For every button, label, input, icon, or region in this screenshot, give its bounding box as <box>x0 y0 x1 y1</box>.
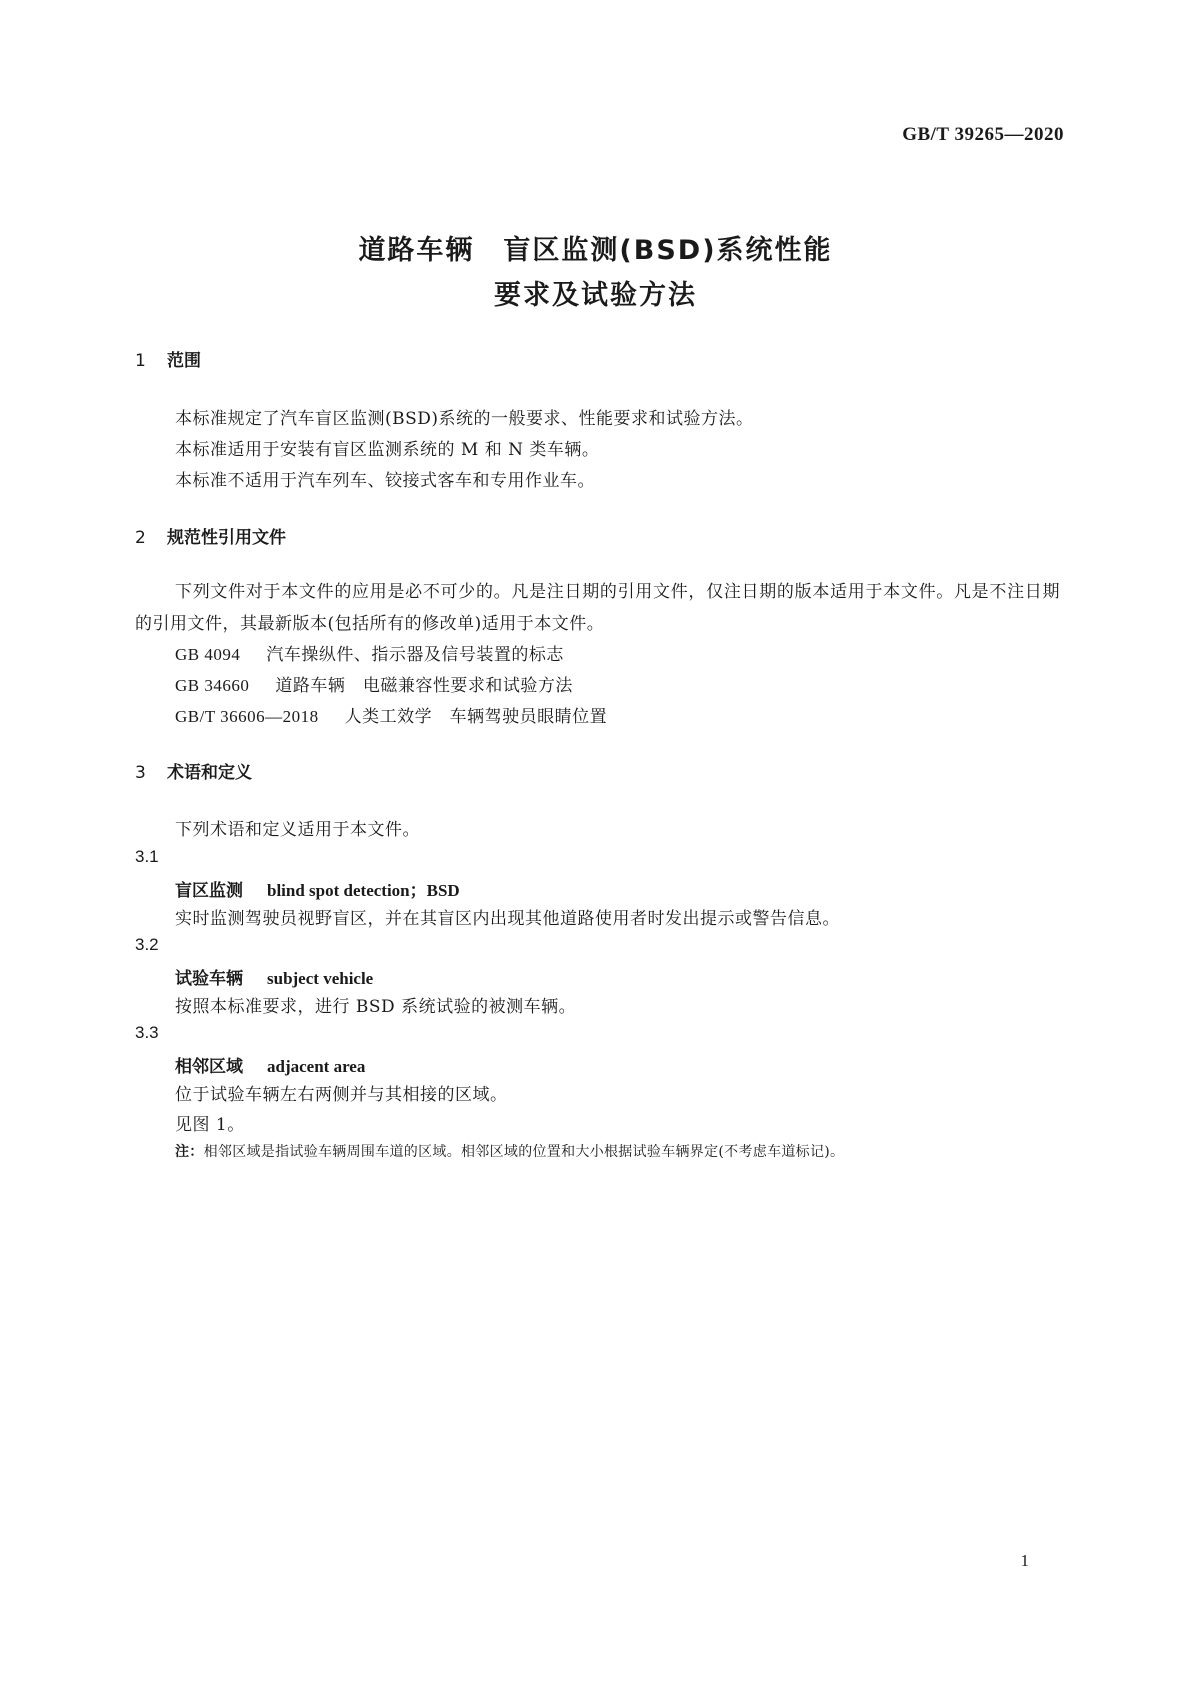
term-heading <box>175 876 460 901</box>
section-title: 规范性引用文件 <box>167 528 286 548</box>
term-number: 3.1 <box>135 847 159 866</box>
section-number: 1 <box>135 351 146 371</box>
reference-title: 道路车辆 电磁兼容性要求和试验方法 <box>275 676 573 696</box>
reference-code: GB 34660 <box>175 676 250 695</box>
paragraph: 本标准规定了汽车盲区监测(BSD)系统的一般要求、性能要求和试验方法。 <box>175 409 754 429</box>
paragraph: 本标准不适用于汽车列车、铰接式客车和专用作业车。 <box>175 471 595 491</box>
reference-item <box>175 702 607 727</box>
term-en: subject vehicle <box>267 969 374 988</box>
paragraph: 下列文件对于本文件的应用是必不可少的。凡是注日期的引用文件，仅注日期的版本适用于本文件。凡是不注日期的引用文件，其最新版本(包括所有的修改单)适用于本文件。 <box>135 582 1060 634</box>
term-number: 3.3 <box>135 1023 159 1042</box>
section-3-heading <box>135 758 252 783</box>
term-en: blind spot detection；BSD <box>267 881 460 900</box>
term-definition: 位于试验车辆左右两侧并与其相接的区域。 <box>175 1085 508 1105</box>
reference-code: GB 4094 <box>175 645 241 664</box>
paragraph: 本标准适用于安装有盲区监测系统的 M 和 N 类车辆。 <box>175 440 600 460</box>
term-definition: 按照本标准要求，进行 BSD 系统试验的被测车辆。 <box>175 997 577 1017</box>
document-title-line-2: 要求及试验方法 <box>494 280 697 311</box>
figure-reference: 见图 1。 <box>175 1115 245 1135</box>
note-label: 注： <box>175 1144 204 1160</box>
note <box>175 1141 844 1161</box>
reference-title: 人类工效学 车辆驾驶员眼睛位置 <box>344 707 608 727</box>
page-number: 1 <box>1020 1551 1029 1570</box>
document-title-line-1: 道路车辆 盲区监测(BSD)系统性能 <box>358 235 833 266</box>
term-definition: 实时监测驾驶员视野盲区，并在其盲区内出现其他道路使用者时发出提示或警告信息。 <box>175 909 840 929</box>
reference-title: 汽车操纵件、指示器及信号装置的标志 <box>266 645 564 665</box>
reference-item <box>175 640 564 665</box>
term-heading <box>175 1052 365 1077</box>
section-number: 2 <box>135 528 146 548</box>
term-zh: 相邻区域 <box>175 1057 243 1077</box>
term-en: adjacent area <box>267 1057 366 1076</box>
reference-item <box>175 671 573 696</box>
section-1-heading <box>135 346 201 371</box>
section-title: 术语和定义 <box>167 763 252 783</box>
section-title: 范围 <box>167 351 201 371</box>
term-zh: 盲区监测 <box>175 881 243 901</box>
reference-code: GB/T 36606—2018 <box>175 707 319 726</box>
section-number: 3 <box>135 763 146 783</box>
section-2-heading <box>135 523 286 548</box>
note-text: 相邻区域是指试验车辆周围车道的区域。相邻区域的位置和大小根据试验车辆界定(不考虑车道标记)。 <box>203 1144 845 1160</box>
term-number: 3.2 <box>135 935 159 954</box>
term-heading <box>175 964 373 989</box>
term-zh: 试验车辆 <box>175 969 243 989</box>
paragraph: 下列术语和定义适用于本文件。 <box>175 820 420 840</box>
standard-code: GB/T 39265—2020 <box>902 124 1064 145</box>
